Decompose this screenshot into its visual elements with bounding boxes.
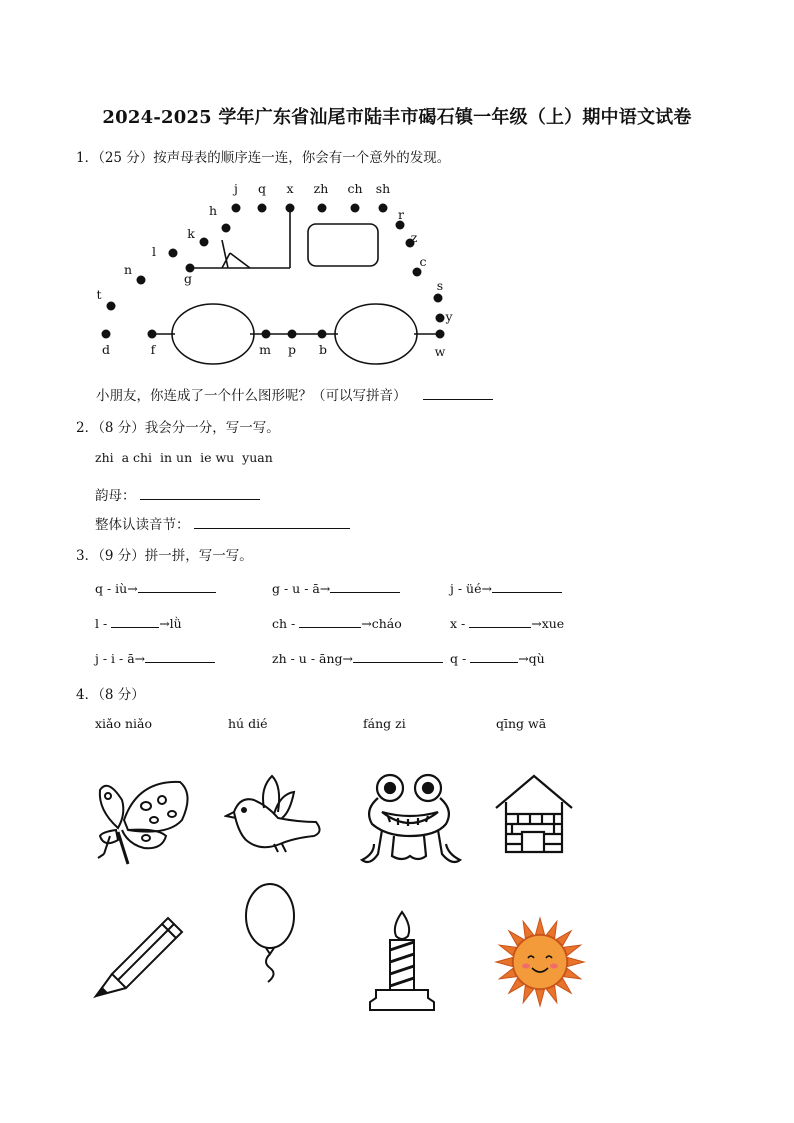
- q2-header: 2．（8 分）我会分一分，写一写。: [76, 420, 280, 436]
- pinyin-label: fáng zi: [363, 716, 406, 731]
- sun-ray: [536, 990, 545, 1006]
- house-picture[interactable]: [494, 772, 576, 856]
- spell-item: l -: [95, 616, 108, 631]
- spell-item: →qù: [518, 651, 545, 666]
- sun-picture[interactable]: [494, 916, 586, 1008]
- car-wheel: [335, 304, 417, 364]
- butterfly-picture[interactable]: [88, 770, 198, 870]
- q2-syllables: zhi a chi in un ie wu yuan: [95, 450, 273, 465]
- dot-f[interactable]: [148, 330, 157, 339]
- q4-header: 4．（8 分）: [76, 687, 145, 703]
- dot-d[interactable]: [102, 330, 111, 339]
- spell-item: →cháo: [361, 616, 402, 631]
- finals-label: 韵母：: [95, 488, 136, 504]
- dot-p[interactable]: [288, 330, 297, 339]
- spell-item: x -: [450, 616, 466, 631]
- spell-blank[interactable]: [299, 614, 361, 628]
- spell-item: q - iù→: [95, 581, 138, 596]
- sun-ray: [568, 958, 584, 967]
- q1-question: 小朋友，你连成了一个什么图形呢？（可以写拼音）: [96, 388, 407, 404]
- dot-label-m: m: [259, 342, 271, 357]
- dot-x[interactable]: [286, 204, 295, 213]
- dot-q[interactable]: [258, 204, 267, 213]
- q1-header: 1．（25 分）按声母表的顺序连一连，你会有一个意外的发现。: [76, 150, 451, 166]
- candle-picture[interactable]: [364, 910, 440, 1014]
- answer-blank[interactable]: [423, 386, 493, 400]
- dot-label-g: g: [183, 271, 193, 286]
- pinyin-label: xiǎo niǎo: [95, 716, 153, 731]
- dot-w[interactable]: [436, 330, 445, 339]
- q3-header: 3．（9 分）拼一拼，写一写。: [76, 548, 253, 564]
- dot-label-k: k: [187, 226, 195, 241]
- spell-blank[interactable]: [353, 649, 443, 663]
- dot-label-t: t: [96, 287, 102, 302]
- dot-m[interactable]: [262, 330, 271, 339]
- bird-picture[interactable]: [224, 772, 330, 856]
- spell-blank[interactable]: [145, 649, 215, 663]
- spell-item: q -: [450, 651, 467, 666]
- dot-label-b: b: [318, 342, 328, 357]
- spell-blank[interactable]: [138, 579, 216, 593]
- dot-label-n: n: [123, 262, 133, 277]
- dot-label-f: f: [150, 342, 156, 357]
- dot-j[interactable]: [232, 204, 241, 213]
- dot-ch[interactable]: [351, 204, 360, 213]
- spell-blank[interactable]: [492, 579, 562, 593]
- spell-item: g - u - ā→: [272, 581, 331, 596]
- dot-label-r: r: [398, 207, 404, 222]
- whole-syllable-blank[interactable]: [194, 515, 350, 529]
- dot-label-x: x: [286, 181, 294, 196]
- dot-zh[interactable]: [318, 204, 327, 213]
- dot-label-c: c: [419, 254, 427, 269]
- dot-label-s: s: [436, 278, 444, 293]
- dot-y[interactable]: [436, 314, 445, 323]
- page-title: 2024-2025 学年广东省汕尾市陆丰市碣石镇一年级（上）期中语文试卷: [102, 107, 692, 128]
- car-window: [308, 224, 378, 266]
- balloon-picture[interactable]: [240, 880, 300, 990]
- dot-label-y: y: [445, 309, 453, 324]
- dot-label-zh: zh: [313, 181, 329, 196]
- whole-syllable-label: 整体认读音节：: [95, 517, 190, 533]
- spell-item: zh - u - āng→: [272, 651, 354, 666]
- spell-item: →xue: [531, 616, 565, 631]
- dot-label-sh: sh: [375, 181, 391, 196]
- frog-picture[interactable]: [356, 770, 466, 870]
- sun-ray: [536, 918, 545, 934]
- dot-k[interactable]: [200, 238, 209, 247]
- pinyin-label: qīng wā: [496, 716, 547, 731]
- dot-label-j: j: [234, 181, 238, 196]
- dot-label-p: p: [287, 342, 297, 357]
- spell-item: →lǜ: [159, 616, 182, 631]
- spell-blank[interactable]: [330, 579, 400, 593]
- finals-blank[interactable]: [140, 486, 260, 500]
- dot-label-q: q: [257, 181, 267, 196]
- dot-b[interactable]: [318, 330, 327, 339]
- dot-sh[interactable]: [379, 204, 388, 213]
- pinyin-label: hú dié: [228, 716, 268, 731]
- dot-label-z: z: [410, 230, 418, 245]
- dot-label-ch: ch: [347, 181, 363, 196]
- connect-dots-figure: [0, 0, 794, 380]
- dot-h[interactable]: [222, 224, 231, 233]
- pencil-picture[interactable]: [92, 910, 188, 1000]
- spell-blank[interactable]: [469, 614, 531, 628]
- dot-label-l: l: [152, 244, 156, 259]
- car-wheel: [172, 304, 254, 364]
- spell-blank[interactable]: [470, 649, 518, 663]
- spell-item: ch -: [272, 616, 296, 631]
- dot-label-h: h: [208, 203, 218, 218]
- spell-item: j - i - ā→: [95, 651, 146, 666]
- dot-n[interactable]: [137, 276, 146, 285]
- sun-ray: [496, 958, 512, 967]
- spell-item: j - üé→: [450, 581, 492, 596]
- car-handle-line: [230, 253, 250, 268]
- dot-label-w: w: [434, 344, 446, 359]
- dot-t[interactable]: [107, 302, 116, 311]
- dot-l[interactable]: [169, 249, 178, 258]
- dot-label-d: d: [101, 342, 111, 357]
- dot-s[interactable]: [434, 294, 443, 303]
- spell-blank[interactable]: [111, 614, 159, 628]
